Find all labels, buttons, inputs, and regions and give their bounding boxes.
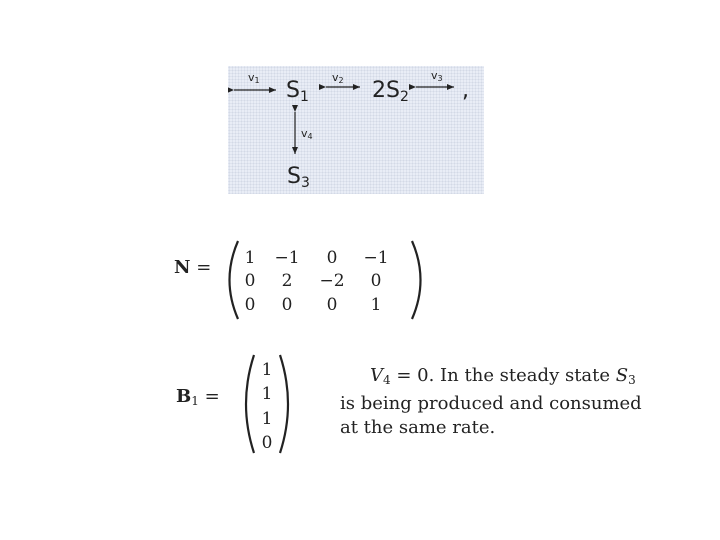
matrix-n-cell: 0 — [244, 295, 256, 315]
vector-b-cell: 1 — [261, 360, 273, 380]
vector-b-label: B1 = — [176, 386, 220, 408]
species-s1: $S_1$ — [286, 78, 309, 105]
matrix-n-cell: 0 — [370, 271, 382, 291]
matrix-n-cell: 0 — [326, 295, 338, 315]
flux-label-v4: $v_4$ — [301, 127, 313, 141]
note-line-2: is being produced and consumed — [340, 393, 642, 414]
species-s3: $S_3$ — [287, 164, 310, 191]
matrix-n-cell: 0 — [326, 248, 338, 268]
flux-label-v3: $v_3$ — [431, 69, 443, 83]
matrix-n-cell: −1 — [274, 248, 300, 268]
vector-b-cell: 1 — [261, 384, 273, 404]
matrix-n-cell: 2 — [281, 271, 293, 291]
note-line-1: $V_4 = 0$. In the steady state $S_3$ — [370, 365, 636, 387]
steady-state-note — [340, 364, 650, 440]
flux-label-v1: $v_1$ — [248, 71, 260, 85]
matrix-n-cell: −2 — [319, 271, 345, 291]
note-line-3: at the same rate. — [340, 417, 496, 438]
reaction-scheme-panel — [228, 66, 484, 194]
matrix-n-cell: 1 — [370, 295, 382, 315]
matrix-n-label: N = — [174, 257, 212, 278]
vector-b-cell: 1 — [261, 409, 273, 429]
vector-b-cell: 0 — [261, 433, 273, 453]
matrix-n-cell: −1 — [363, 248, 389, 268]
scheme-comma: , — [462, 78, 469, 103]
reaction-arrows — [228, 66, 484, 194]
flux-label-v2: $v_2$ — [332, 71, 344, 85]
matrix-n-cell: 0 — [244, 271, 256, 291]
species-s2: $2S_2$ — [372, 78, 409, 105]
matrix-n-cell: 1 — [244, 248, 256, 268]
matrix-n-cell: 0 — [281, 295, 293, 315]
